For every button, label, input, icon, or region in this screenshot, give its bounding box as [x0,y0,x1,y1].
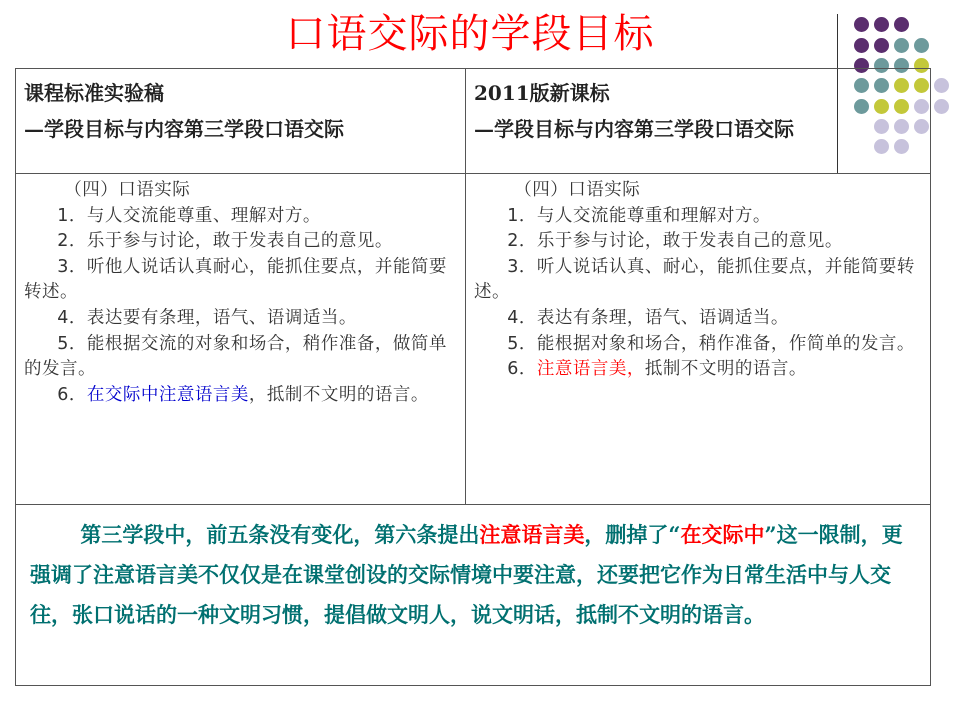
left-item-6 [16,383,465,409]
decor-dot [934,99,949,114]
decor-dot [874,38,889,53]
left-item-6-suffix: ，抵制不文明的语言。 [248,384,429,405]
right-header-subtitle: —学段目标与内容第三学段口语交际 [474,117,794,141]
right-item-6 [466,357,930,383]
summary-part-2: ，删掉了“ [584,522,681,547]
summary-row [16,505,931,686]
left-item-6-highlight: 在交际中注意语言美 [86,384,249,405]
right-content-cell [466,174,931,505]
decor-dot [894,38,909,53]
left-header-title: 课程标准实验稿 [24,81,164,105]
right-item-2: 2．乐于参与讨论，敢于发表自己的意见。 [507,231,843,252]
slide-title: 口语交际的学段目标 [285,11,655,57]
right-item-4: 4．表达有条理，语气、语调适当。 [507,307,789,328]
decor-dot [934,78,949,93]
decor-dot [874,17,889,32]
right-item-5: 5．能根据对象和场合，稍作准备，作简单的发言。 [507,333,915,354]
header-row [16,69,931,174]
decor-dot [914,38,929,53]
summary-highlight-1: 注意语言美 [479,522,585,547]
summary-highlight-2: 在交际中 [680,522,765,547]
right-heading: （四）口语实际 [514,180,641,200]
right-item-6-prefix: 6． [507,359,537,380]
left-content-cell [16,174,466,505]
decor-dot [894,17,909,32]
left-item-2: 2．乐于参与讨论，敢于发表自己的意见。 [57,231,393,252]
content-row [16,174,931,505]
left-header-subtitle: —学段目标与内容第三学段口语交际 [24,117,344,141]
right-header-title: 2011版新课标 [474,81,610,105]
summary-cell [16,505,931,686]
right-item-6-highlight: 注意语言美， [536,359,645,380]
comparison-table [15,68,931,686]
right-header-cell [466,69,931,174]
left-item-4: 4．表达要有条理，语气、语调适当。 [57,307,357,328]
right-item-6-suffix: 抵制不文明的语言。 [644,359,807,380]
left-item-1: 1．与人交流能尊重、理解对方。 [57,205,321,226]
left-heading: （四）口语实际 [64,180,191,200]
left-item-6-prefix: 6． [57,384,87,405]
decor-dot [854,17,869,32]
right-item-1: 1．与人交流能尊重和理解对方。 [507,205,771,226]
left-item-3: 3．听他人说话认真耐心，能抓住要点，并能简要转述。 [24,256,447,303]
summary-part-3: ”这一限制，更强调了注意语言美不仅仅是在课堂创设的交际情境中要注意，还要把它作为日常生活中与人交往，张口说话的一种文明习惯，提倡做文明人，说文明话，抵制不文明的语言。 [30,522,903,627]
decor-dot [854,38,869,53]
left-item-5: 5．能根据交流的对象和场合，稍作准备，做简单的发言。 [24,333,447,380]
left-header-cell [16,69,466,174]
right-item-3: 3．听人说话认真、耐心，能抓住要点，并能简要转述。 [474,256,915,303]
summary-part-1: 第三学段中，前五条没有变化，第六条提出 [80,522,480,547]
